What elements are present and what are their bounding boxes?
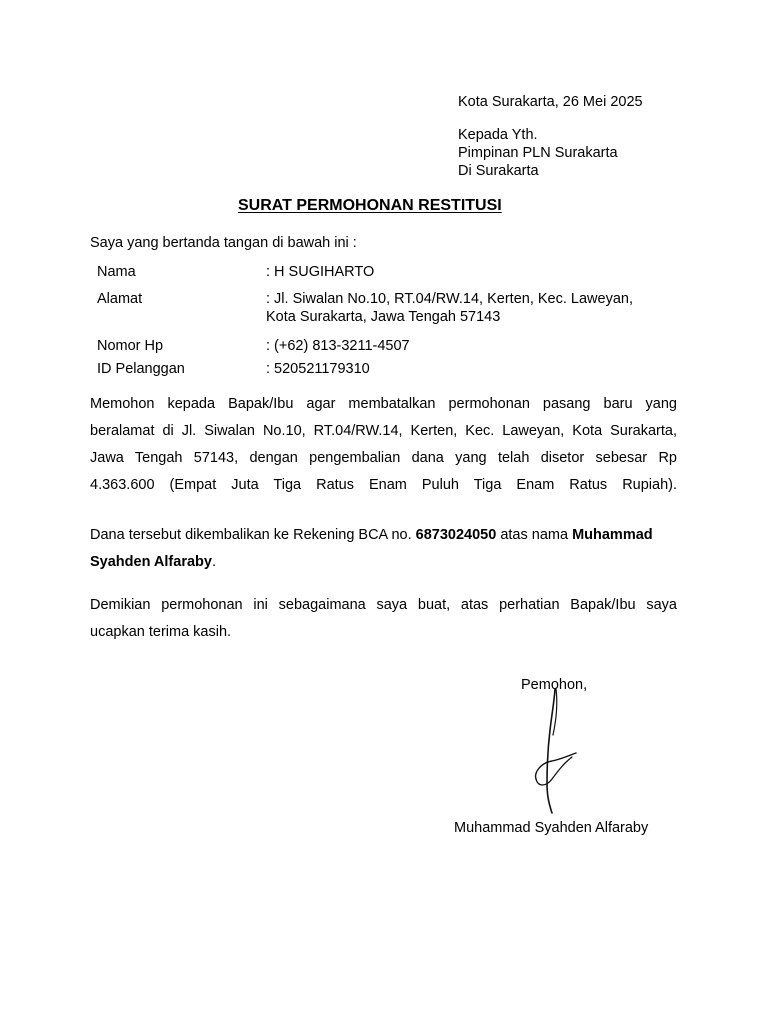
recipient-line-3: Di Surakarta (458, 163, 539, 179)
signature-label: Pemohon, (521, 677, 588, 693)
place-date: Kota Surakarta, 26 Mei 2025 (458, 94, 643, 110)
bank-account-mid: atas nama (500, 527, 569, 543)
intro-text: Saya yang bertanda tangan di bawah ini : (90, 235, 357, 251)
name-value: : H SUGIHARTO (266, 264, 375, 280)
paragraph-2-line-1 (90, 527, 653, 543)
address-value-line-2: Kota Surakarta, Jawa Tengah 57143 (266, 309, 501, 325)
customer-id-label: ID Pelanggan (97, 361, 185, 377)
account-holder-name-part-1: Muhammad (572, 527, 653, 543)
paragraph-1-line-2: beralamat di Jl. Siwalan No.10, RT.04/RW.14, Kerten, Kec. Laweyan, Kota Surakarta, (90, 423, 677, 439)
paragraph-1-line-3: Jawa Tengah 57143, dengan pengembalian dana yang telah disetor sebesar Rp (90, 450, 677, 466)
address-value-line-1: : Jl. Siwalan No.10, RT.04/RW.14, Kerten, Kec. Laweyan, (266, 291, 633, 307)
letter-title: SURAT PERMOHONAN RESTITUSI (238, 197, 502, 214)
bank-account-number: 6873024050 (415, 527, 497, 543)
name-label: Nama (97, 264, 136, 280)
address-label: Alamat (97, 291, 143, 307)
recipient-line-1: Kepada Yth. (458, 127, 538, 143)
paragraph-2-period: . (211, 554, 216, 570)
account-holder-name-part-2: Syahden Alfaraby (90, 554, 212, 570)
phone-label: Nomor Hp (97, 338, 164, 354)
handwritten-signature (500, 675, 610, 825)
paragraph-1-line-1: Memohon kepada Bapak/Ibu agar membatalkan permohonan pasang baru yang (90, 396, 677, 412)
bank-account-prefix: Dana tersebut dikembalikan ke Rekening BCA no. (90, 527, 412, 543)
paragraph-1-line-4: 4.363.600 (Empat Juta Tiga Ratus Enam Puluh Tiga Enam Ratus Rupiah). (90, 477, 677, 493)
paragraph-3-line-1: Demikian permohonan ini sebagaimana saya buat, atas perhatian Bapak/Ibu saya (90, 597, 677, 613)
phone-value: : (+62) 813-3211-4507 (266, 338, 410, 354)
recipient-line-2: Pimpinan PLN Surakarta (458, 145, 618, 161)
paragraph-2-line-2 (90, 554, 216, 570)
paragraph-3-line-2: ucapkan terima kasih. (90, 624, 232, 640)
customer-id-value: : 520521179310 (266, 361, 370, 377)
signatory-name: Muhammad Syahden Alfaraby (454, 820, 649, 836)
